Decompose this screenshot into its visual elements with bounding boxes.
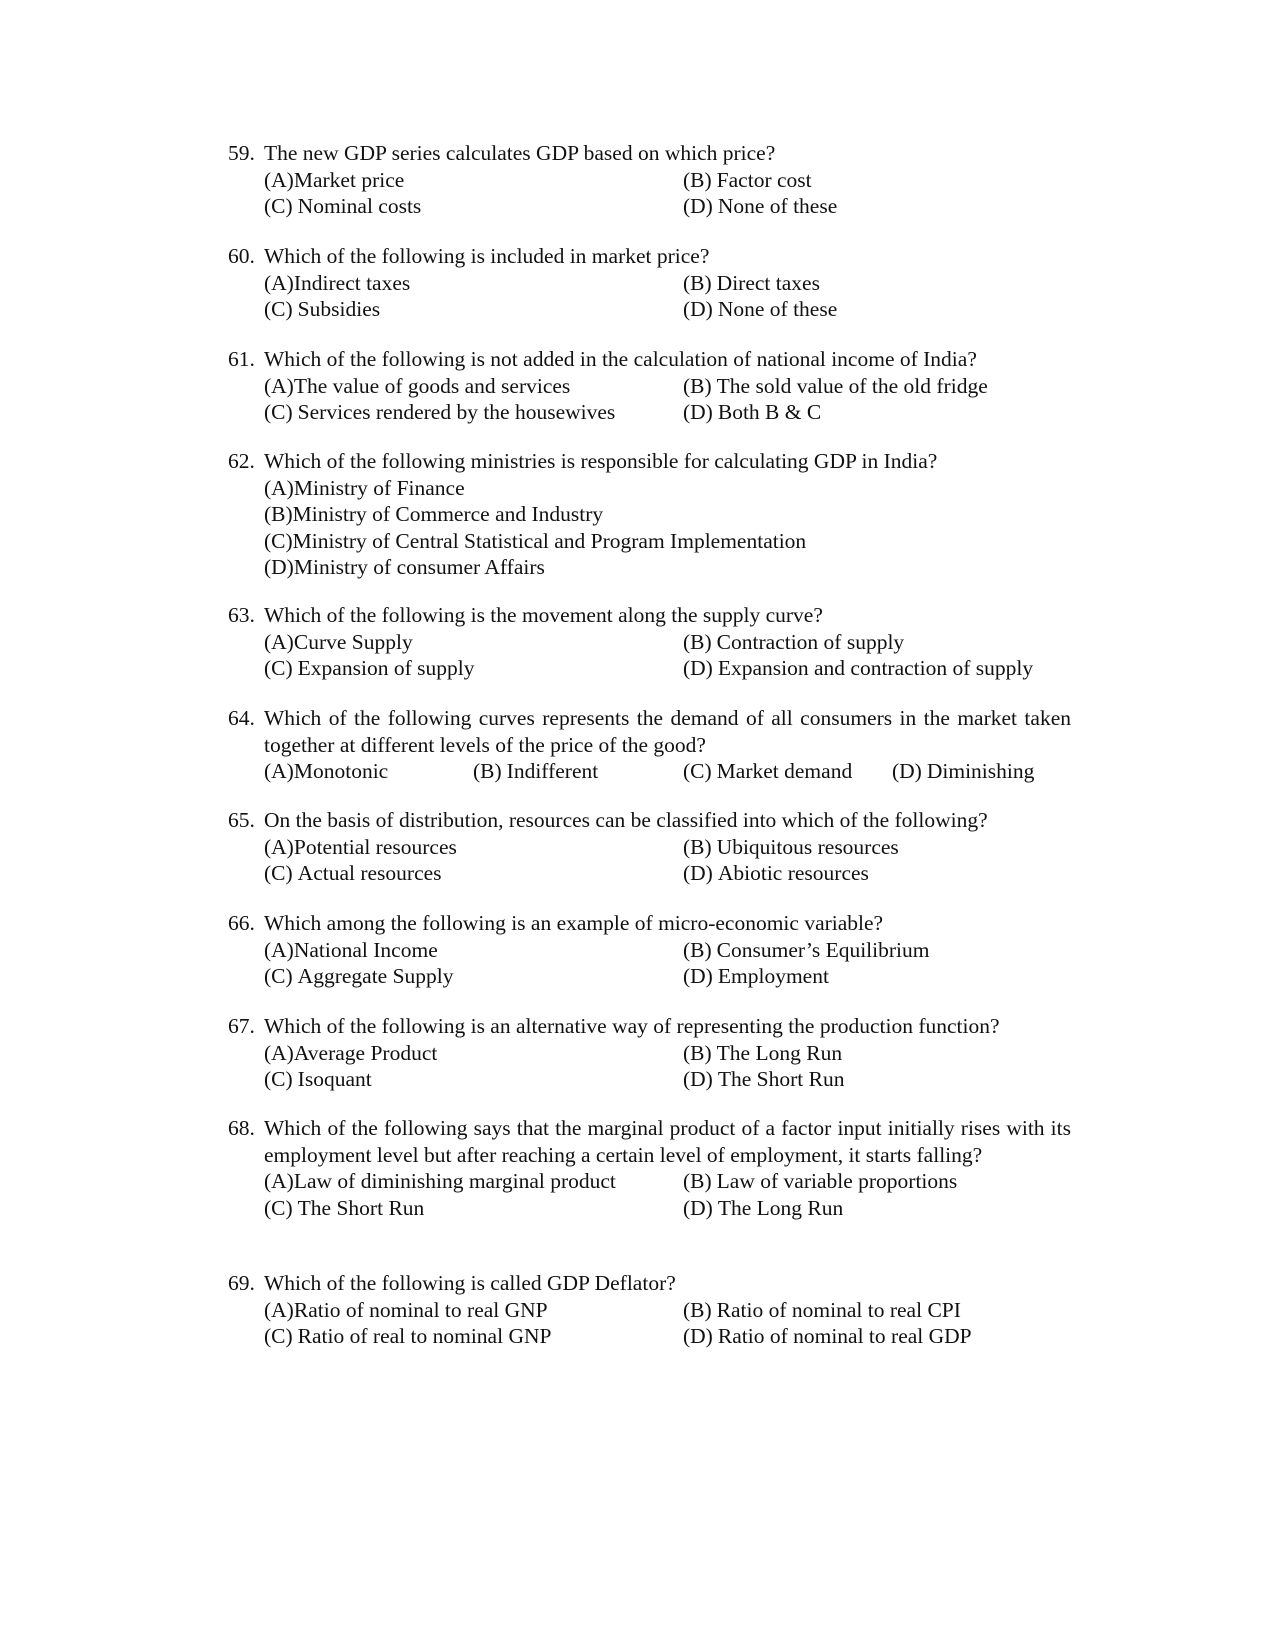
option-b — [683, 373, 1071, 400]
option-text: Indirect taxes — [293, 270, 411, 295]
option-text: The sold value of the old fridge — [716, 373, 988, 398]
option-text: Subsidies — [297, 297, 381, 321]
option-letter: (D) — [264, 555, 294, 579]
option-b — [683, 834, 1071, 861]
option-letter: (B) — [683, 270, 712, 295]
option-a — [264, 629, 683, 656]
option-d — [683, 399, 1071, 426]
option-a — [264, 758, 473, 785]
question-stem — [228, 602, 1071, 629]
question-number: 64. — [228, 706, 255, 730]
option-letter: (C) — [683, 759, 712, 783]
option-c — [264, 963, 683, 990]
option-text: Abiotic resources — [717, 861, 869, 885]
option-letter: (A) — [264, 167, 294, 192]
question-number: 67. — [228, 1014, 255, 1038]
question-text: Which of the following is an alternative way of representing the production function? — [264, 1014, 1000, 1038]
question-stem — [228, 448, 1071, 475]
question-59 — [228, 140, 1071, 220]
option-text: The Long Run — [716, 1040, 843, 1065]
option-text: Nominal costs — [297, 194, 422, 218]
option-d — [683, 1066, 1071, 1093]
option-c — [264, 296, 683, 323]
question-63 — [228, 602, 1071, 682]
option-letter: (D) — [683, 1324, 713, 1348]
option-text: Law of diminishing marginal product — [293, 1169, 616, 1193]
option-letter: (A) — [264, 270, 294, 295]
option-letter: (B) — [683, 1169, 712, 1193]
question-65 — [228, 807, 1071, 887]
option-c — [264, 1066, 683, 1093]
options — [264, 373, 1071, 426]
question-number: 63. — [228, 603, 255, 627]
option-a — [264, 475, 465, 502]
option-letter: (C) — [264, 297, 293, 321]
question-number: 69. — [228, 1271, 255, 1295]
option-letter: (A) — [264, 475, 294, 500]
question-text: Which of the following is included in market price? — [264, 244, 710, 268]
question-text: Which among the following is an example of micro-economic variable? — [264, 911, 884, 935]
question-61 — [228, 346, 1071, 426]
options — [264, 1040, 1071, 1093]
option-text: Employment — [717, 964, 829, 988]
options — [264, 270, 1071, 323]
option-letter: (B) — [683, 937, 712, 962]
question-69 — [228, 1270, 1071, 1350]
option-letter: (D) — [683, 1195, 713, 1220]
option-b — [683, 629, 1071, 656]
option-c — [264, 860, 683, 887]
option-text: Ministry of Finance — [293, 475, 465, 500]
option-d — [683, 296, 1071, 323]
question-text: Which of the following curves represents the demand of all consumers in the market taken together at different levels of the price of the good? — [264, 706, 1071, 757]
option-letter: (C) — [264, 400, 293, 424]
options — [264, 475, 1071, 581]
option-text: Curve Supply — [293, 629, 413, 654]
option-text: Average Product — [293, 1040, 438, 1065]
option-text: Ratio of real to nominal GNP — [297, 1324, 552, 1348]
options — [264, 937, 1071, 990]
option-letter: (A) — [264, 629, 294, 654]
option-a — [264, 834, 683, 861]
option-text: Ubiquitous resources — [716, 834, 899, 859]
option-c — [264, 1195, 683, 1222]
option-text: Aggregate Supply — [297, 964, 454, 988]
option-text: Services rendered by the housewives — [297, 400, 616, 424]
option-letter: (C) — [264, 1067, 293, 1091]
question-stem — [228, 807, 1071, 834]
question-number: 61. — [228, 347, 255, 371]
option-letter: (D) — [683, 656, 713, 680]
options — [264, 629, 1071, 682]
question-60 — [228, 243, 1071, 323]
question-64 — [228, 705, 1071, 785]
option-b — [683, 1297, 1071, 1324]
question-stem — [228, 140, 1071, 167]
option-a — [264, 1040, 683, 1067]
option-letter: (B) — [683, 629, 712, 654]
option-letter: (B) — [683, 1040, 712, 1065]
option-d — [683, 1323, 1071, 1350]
question-66 — [228, 910, 1071, 990]
option-a — [264, 1168, 683, 1195]
question-text: Which of the following is not added in the calculation of national income of India? — [264, 347, 977, 371]
option-letter: (A) — [264, 834, 294, 859]
option-text: The Short Run — [717, 1067, 845, 1091]
option-text: National Income — [293, 937, 438, 962]
option-text: Expansion of supply — [297, 656, 475, 680]
option-text: Expansion and contraction of supply — [717, 656, 1034, 680]
question-number: 66. — [228, 911, 255, 935]
option-d — [683, 1195, 1071, 1222]
question-number: 68. — [228, 1116, 255, 1140]
option-letter: (D) — [683, 194, 713, 218]
option-letter: (C) — [264, 1324, 293, 1348]
option-text: Ratio of nominal to real GDP — [717, 1324, 972, 1348]
option-a — [264, 167, 683, 194]
question-text: On the basis of distribution, resources can be classified into which of the following? — [264, 808, 988, 832]
option-text: None of these — [717, 297, 838, 321]
option-text: Diminishing — [926, 759, 1035, 783]
option-letter: (D) — [892, 759, 922, 783]
options — [264, 834, 1071, 887]
option-text: Direct taxes — [716, 270, 820, 295]
option-d — [683, 963, 1071, 990]
option-a — [264, 270, 683, 297]
option-text: Ministry of Central Statistical and Program Implementation — [292, 528, 807, 553]
option-c — [264, 1323, 683, 1350]
option-text: Isoquant — [297, 1067, 372, 1091]
option-text: Actual resources — [297, 861, 442, 885]
option-text: Potential resources — [293, 834, 457, 859]
option-text: Both B & C — [717, 400, 822, 424]
question-stem — [228, 1115, 1071, 1168]
option-text: Monotonic — [293, 759, 389, 783]
option-text: The Long Run — [717, 1195, 844, 1220]
option-c — [264, 193, 683, 220]
option-letter: (B) — [683, 834, 712, 859]
option-b — [683, 1168, 1071, 1195]
option-a — [264, 373, 683, 400]
option-b — [473, 758, 683, 785]
option-d — [683, 193, 1071, 220]
option-b — [683, 1040, 1071, 1067]
option-d — [683, 860, 1071, 887]
option-text: Ministry of Commerce and Industry — [292, 502, 604, 526]
option-text: None of these — [717, 194, 838, 218]
option-letter: (B) — [473, 759, 502, 783]
option-text: The Short Run — [297, 1195, 425, 1220]
option-b — [264, 501, 603, 528]
option-text: Consumer’s Equilibrium — [716, 937, 930, 962]
option-letter: (A) — [264, 1040, 294, 1065]
options — [264, 1297, 1071, 1350]
option-letter: (C) — [264, 656, 293, 680]
option-d — [264, 554, 545, 581]
question-stem — [228, 1013, 1071, 1040]
option-d — [683, 655, 1071, 682]
question-stem — [228, 705, 1071, 758]
option-text: Indifferent — [506, 759, 599, 783]
option-letter: (D) — [683, 400, 713, 424]
option-letter: (C) — [264, 964, 293, 988]
option-letter: (C) — [264, 861, 293, 885]
question-stem — [228, 346, 1071, 373]
option-text: Market demand — [716, 759, 853, 783]
option-d — [892, 758, 1034, 785]
question-67 — [228, 1013, 1071, 1093]
option-letter: (A) — [264, 937, 294, 962]
option-letter: (C) — [264, 194, 293, 218]
option-letter: (D) — [683, 297, 713, 321]
option-letter: (D) — [683, 1067, 713, 1091]
option-b — [683, 937, 1071, 964]
option-b — [683, 270, 1071, 297]
option-a — [264, 1297, 683, 1324]
options — [264, 758, 1071, 785]
question-number: 60. — [228, 244, 255, 268]
question-stem — [228, 910, 1071, 937]
option-letter: (B) — [264, 502, 293, 526]
question-stem — [228, 243, 1071, 270]
question-number: 62. — [228, 449, 255, 473]
option-text: The value of goods and services — [293, 373, 571, 398]
option-letter: (B) — [683, 373, 712, 398]
option-letter: (A) — [264, 1169, 294, 1193]
option-b — [683, 167, 1071, 194]
question-stem — [228, 1270, 1071, 1297]
question-text: Which of the following is called GDP Deflator? — [264, 1271, 676, 1295]
option-c — [264, 399, 683, 426]
option-letter: (C) — [264, 1195, 293, 1220]
options — [264, 167, 1071, 220]
option-text: Law of variable proportions — [716, 1169, 958, 1193]
option-text: Ratio of nominal to real CPI — [716, 1297, 961, 1322]
question-68 — [228, 1115, 1071, 1221]
option-c — [683, 758, 892, 785]
option-text: Ministry of consumer Affairs — [293, 555, 545, 579]
option-letter: (D) — [683, 861, 713, 885]
option-letter: (A) — [264, 759, 294, 783]
question-number: 59. — [228, 141, 255, 165]
option-text: Ratio of nominal to real GNP — [293, 1297, 548, 1322]
option-c — [264, 655, 683, 682]
option-text: Market price — [293, 167, 405, 192]
option-letter: (B) — [683, 1297, 712, 1322]
option-letter: (D) — [683, 964, 713, 988]
question-text: Which of the following says that the marginal product of a factor input initially rises with its employment level but after reaching a certain level of employment, it starts falling? — [264, 1116, 1071, 1167]
option-c — [264, 528, 806, 555]
option-text: Contraction of supply — [716, 629, 905, 654]
question-62 — [228, 448, 1071, 581]
option-a — [264, 937, 683, 964]
question-text: The new GDP series calculates GDP based on which price? — [264, 141, 776, 165]
question-number: 65. — [228, 808, 255, 832]
option-text: Factor cost — [716, 167, 812, 192]
option-letter: (C) — [264, 528, 293, 553]
options — [264, 1168, 1071, 1221]
option-letter: (B) — [683, 167, 712, 192]
option-letter: (A) — [264, 373, 294, 398]
question-text: Which of the following is the movement along the supply curve? — [264, 603, 823, 627]
question-text: Which of the following ministries is responsible for calculating GDP in India? — [264, 449, 938, 473]
option-letter: (A) — [264, 1297, 294, 1322]
